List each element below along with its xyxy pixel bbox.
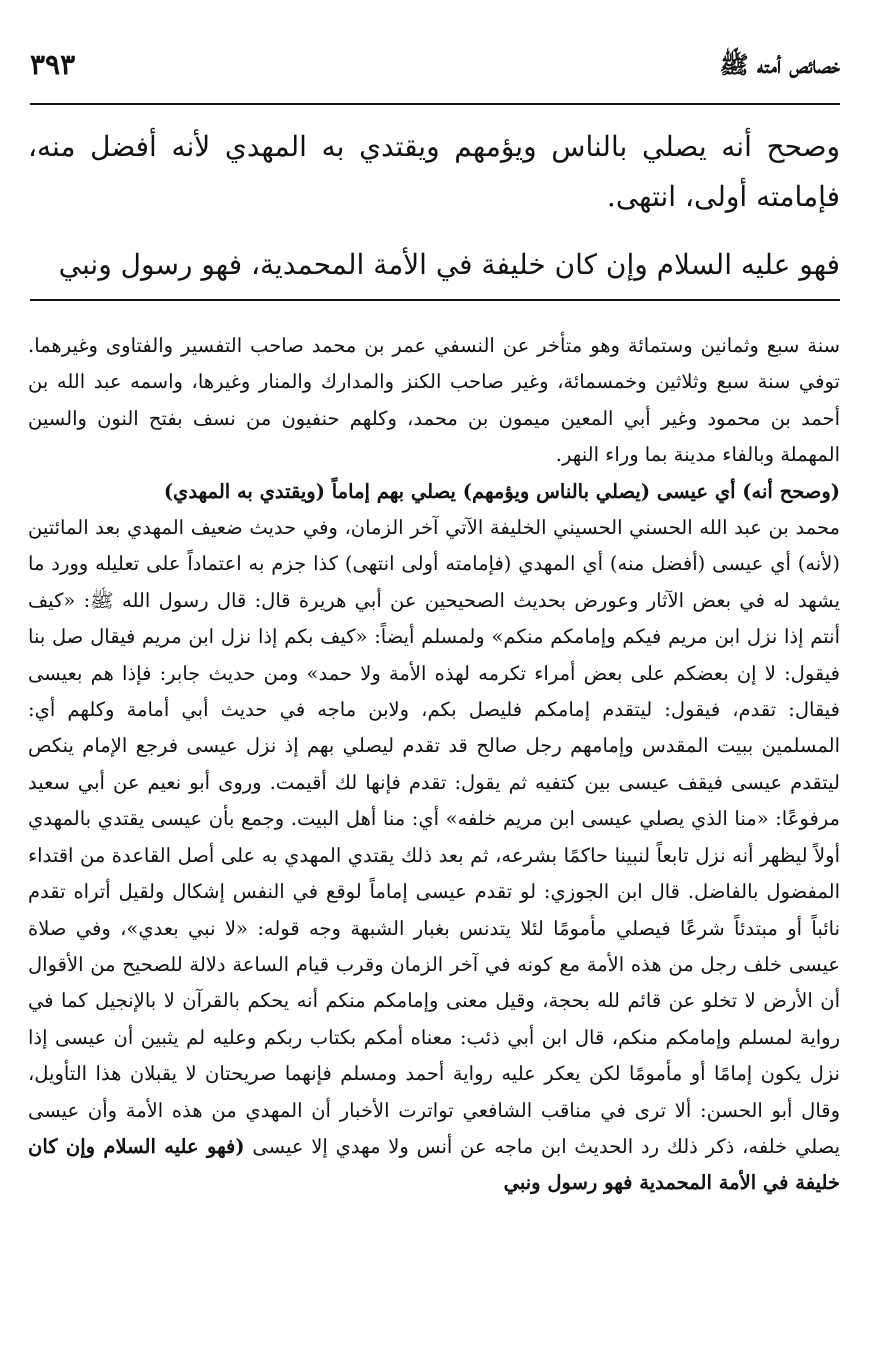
running-title: خصائص أمته ﷺ <box>719 50 840 79</box>
header-divider <box>30 103 840 105</box>
main-paragraph: فهو عليه السلام وإن كان خليفة في الأمة المحمدية، فهو رسول ونبي <box>58 248 840 281</box>
commentary-lemma-tail: (فهو عليه السلام وإن كان خليفة في الأمة المحمدية فهو رسول ونبي <box>28 1134 840 1195</box>
commentary-paragraph <box>28 510 840 1202</box>
commentary-body: محمد بن عبد الله الحسني الحسيني الخليفة الآتي آخر الزمان، وفي حديث ضعيف المهدي بعد المائتين (لأنه) أي عيسى (أفضل منه) أي المهدي (فإمامته أولى انتهى) كذا جزم به اعتماداً على تعليله وورد ما يشهد له في بعض الآثار وعورض بحديث الصحيحين عن أبي هريرة قال: قال رسول الله ﷺ: «كيف أنتم إذا نزل ابن مريم فيكم وإمامكم منكم» ولمسلم أيضاً: «كيف بكم إذا نزل ابن مريم فيقال صل بنا فيقول: لا إن بعضكم على بعض أمراء تكرمه لهذه الأمة ولا حمد» ومن حديث جابر: فإذا هم بعيسى فيقال: تقدم، فيقول: ليتقدم إمامكم فليصل بكم، ولابن ماجه في حديث أبي أمامة وكلهم أي: المسلمين ببيت المقدس وإمامهم رجل صالح قد تقدم ليصلي بهم إذ نزل عيسى فرجع الإمام ينكص ليتقدم عيسى فيقف عيسى بين كتفيه ثم يقول: تقدم فإنها لك أقيمت. وروى أبو نعيم عن أبي سعيد مرفوعًا: «منا الذي يصلي عيسى ابن مريم خلفه» أي: منا أهل البيت. وجمع بأن عيسى يقتدي بالمهدي أولاً ليظهر أنه نزل تابعاً لنبينا حاكمًا بشرعه، ثم بعد ذلك يقتدي المهدي به على أصل القاعدة من اقتداء المفضول بالفاضل. قال ابن الجوزي: لو تقدم عيسى إماماً لوقع في النفس إشكال ولقيل أتراه تقدم نائباً أو مبتدئاً شرعًا فيصلي مأمومًا لئلا يتدنس بغبار الشبهة وجه قوله: «لا نبي بعدي»، وفي صلاة عيسى خلف رجل من هذه الأمة مع كونه في آخر الزمان وقرب قيام الساعة دلالة للصحيح من الأقوال أن الأرض لا تخلو عن قائم لله بحجة، وقيل معنى وإمامكم منكم أنه يحكم بالقرآن لا بالإنجيل كما في رواية لمسلم وإمامكم منكم، قال ابن أبي ذئب: معناه أمكم بكتاب ربكم وعليه لم يثبين أن عيسى إذا نزل يكون إمامًا أو مأمومًا لكن يعكر عليه رواية أحمد ومسلم فإنهما صريحتان لا يقبلان هذا التأويل، وقال أبو الحسن: ألا ترى في مناقب الشافعي تواترت الأخبار أن المهدي من هذه الأمة وأن عيسى يصلي خلفه، ذكر ذلك رد الحديث ابن ماجه عن أنس ولا مهدي إلا عيسى <box>28 516 841 1158</box>
commentary-lemma: (وصحح أنه) أي عيسى (يصلي بالناس ويؤمهم) يصلي بهم إماماً (ويقتدي به المهدي) <box>163 479 840 503</box>
page-number: ٣٩٣ <box>30 48 76 81</box>
page-header <box>30 40 840 90</box>
main-text <box>28 122 840 290</box>
main-paragraph: وصحح أنه يصلي بالناس ويؤمهم ويقتدي به المهدي لأنه أفضل منه، فإمامته أولى، انتهى. <box>28 130 840 213</box>
commentary-paragraph: سنة سبع وثمانين وستمائة وهو متأخر عن النسفي عمر بن محمد صاحب التفسير والفتاوى وغيرهما. توفي سنة سبع وثلاثين وخمسمائة، وغير صاحب الكنز والمدارك والمنار وغيرها، واسمه عبد الله بن أحمد بن محمود وغير أبي المعين ميمون بن محمد، وكلهم حنفيون من نسف بفتح النون والسين المهملة وبالفاء مدينة بما وراء النهر. <box>28 334 840 467</box>
footnote-divider <box>30 299 840 301</box>
commentary-text <box>28 328 840 1202</box>
